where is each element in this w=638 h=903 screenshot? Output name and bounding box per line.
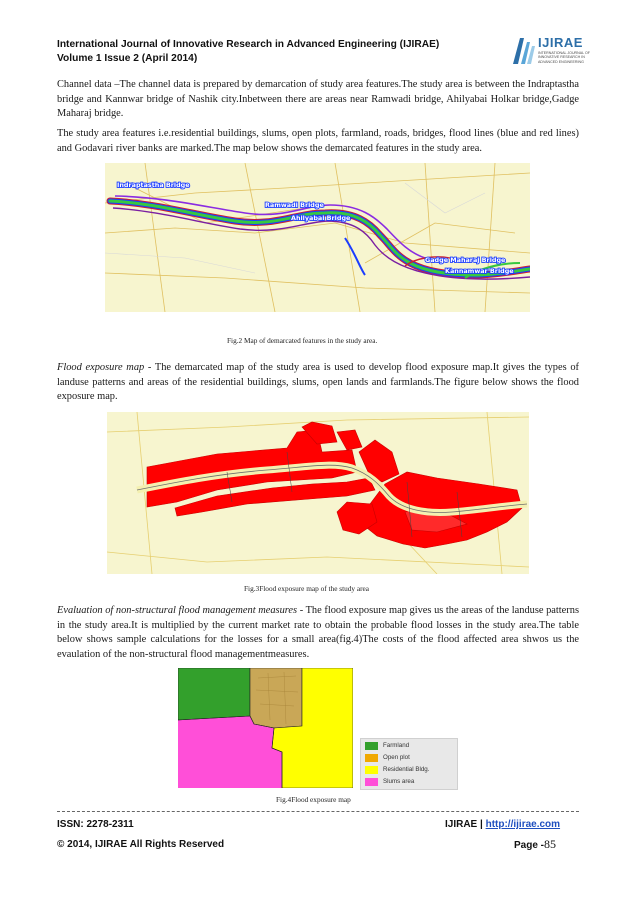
logo-sub-line: INNOVATIVE RESEARCH IN — [538, 55, 585, 60]
demarcated-map-image — [105, 163, 530, 312]
landuse-map-image — [178, 668, 353, 788]
paragraph-study-area-features: The study area features i.e.residential buildings, slums, open plots, farmland, roads, bridges, flood lines (blue and red lines) and Godavari river banks are marked.The map below shows the demarcated features in the study area. — [57, 128, 579, 154]
logo-swoosh-icon — [510, 34, 538, 68]
paragraph-channel-data: Channel data –The channel data is prepared by demarcation of study area features.The study area is between the Indraptastha bridge and Kannwar bridge of Nashik city.Inbetween there are areas near Ramwadi bridge, Ahilyabai Holkar bridge,Gadge Maharaj bridge. — [57, 79, 579, 120]
journal-title: International Journal of Innovative Research in Advanced Engineering (IJIRAE) — [57, 39, 440, 50]
label-ramwadi-bridge: Ramwadi Bridge — [265, 201, 324, 209]
journal-volume: Volume 1 Issue 2 (April 2014) — [57, 53, 198, 64]
fig2-caption: Fig.2 Map of demarcated features in the study area. — [227, 336, 378, 345]
footer-page — [514, 837, 556, 852]
label-indraptastha-bridge: Indraptastha Bridge — [117, 181, 190, 189]
legend-label: Residential Bldg. — [383, 766, 430, 773]
fig3-caption: Fig.3Flood exposure map of the study area — [244, 584, 370, 593]
footer-journal-link — [445, 819, 560, 830]
paragraph-evaluation — [57, 604, 579, 663]
label-ahilyabai-bridge: Ahilyabai Bridge — [291, 214, 351, 222]
legend-label: Slums area — [383, 778, 415, 785]
legend-swatch — [365, 778, 378, 786]
legend-item — [365, 777, 457, 788]
figure-flood-exposure-map — [107, 412, 529, 574]
footer-copyright: © 2014, IJIRAE All Rights Reserved — [57, 839, 225, 850]
legend-label: Farmland — [383, 742, 410, 749]
legend-label: Open plot — [383, 754, 410, 761]
page-number: 85 — [544, 837, 557, 851]
logo-sub-line: ADVANCED ENGINEERING — [538, 59, 584, 64]
term-evaluation-measures: Evaluation of non-structural flood management measures — [57, 605, 298, 616]
legend-item — [365, 765, 457, 776]
footer-journal: IJIRAE | — [445, 819, 483, 830]
term-flood-exposure-map: Flood exposure map — [57, 362, 145, 373]
figure-demarcated-map — [105, 163, 530, 312]
paragraph-body: - The flood exposure map gives us the areas of the landuse patterns in the study area.It is multiplied by the current market rate to obtain the probable flood losses in the study area.The table below shows sample calculations for the losses for a small area(fig.4)The costs of the flood affected area shwos us the evaulation of the non-structural flood managementmeasures. — [57, 605, 579, 661]
footer-issn: ISSN: 2278-2311 — [57, 819, 134, 830]
logo-subtitle — [538, 51, 594, 64]
legend-swatch — [365, 766, 378, 774]
paragraph-body: - The demarcated map of the study area is used to develop flood exposure map.It gives the types of landuse patterns and areas of the residential buildings, slums, open lands and farmlands.The figure below shows the flood exposure map. — [57, 362, 579, 403]
paragraph-flood-exposure-map — [57, 361, 579, 405]
legend-item — [365, 753, 457, 764]
page-label: Page - — [514, 840, 545, 851]
fig4-caption: Fig.4Flood exposure map — [276, 795, 351, 804]
journal-url-link[interactable]: http://ijirae.com — [485, 819, 561, 830]
logo-wordmark: IJIRAE — [538, 35, 583, 50]
legend-swatch — [365, 754, 378, 762]
landuse-legend — [360, 738, 458, 790]
legend-item — [365, 741, 457, 752]
flood-exposure-map-image — [107, 412, 529, 574]
label-gadge-maharaj-bridge: Gadge Maharaj Bridge — [425, 256, 506, 264]
figure-landuse-map — [178, 668, 353, 788]
journal-logo — [510, 34, 596, 70]
legend-swatch — [365, 742, 378, 750]
logo-sub-line: INTERNATIONAL JOURNAL OF — [538, 51, 590, 55]
label-kannamwar-bridge: Kannamwar Bridge — [445, 267, 514, 275]
footer-divider — [57, 811, 579, 812]
journal-header — [57, 38, 497, 66]
